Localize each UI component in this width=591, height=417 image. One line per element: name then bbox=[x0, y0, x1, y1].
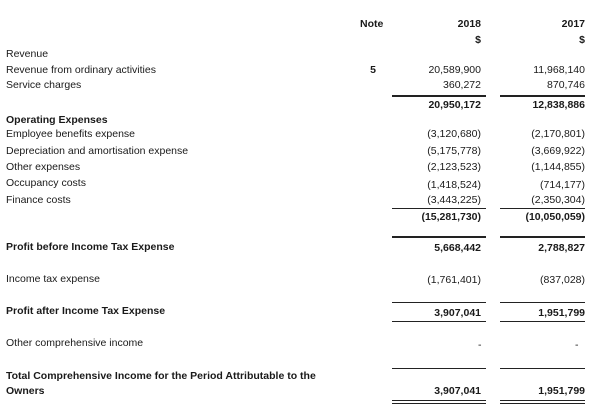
rule-2018 bbox=[392, 321, 486, 322]
row-label: Employee benefits expense bbox=[6, 128, 135, 140]
row-value-2017: (2,170,801) bbox=[531, 128, 585, 140]
row-value-2018: (1,418,524) bbox=[427, 179, 481, 191]
row-value-2018: (5,175,778) bbox=[427, 145, 481, 157]
row-label: Depreciation and amortisation expense bbox=[6, 145, 189, 157]
row-value-2017: (714,177) bbox=[540, 179, 585, 191]
row-value-2017: 11,968,140 bbox=[533, 64, 585, 76]
rule-2017 bbox=[500, 368, 585, 369]
total-comprehensive-2017: 1,951,799 bbox=[538, 385, 585, 397]
row-label: Other expenses bbox=[6, 161, 81, 173]
double-rule-2017 bbox=[500, 400, 585, 404]
subtotal-rule-2018 bbox=[392, 95, 486, 97]
row-value-2017: (1,144,855) bbox=[531, 161, 585, 173]
revenue-heading: Revenue bbox=[6, 48, 49, 60]
row-value-2018: 20,589,900 bbox=[428, 64, 481, 76]
revenue-total-2018: 20,950,172 bbox=[428, 99, 481, 111]
row-label: Finance costs bbox=[6, 194, 71, 206]
rule-2018 bbox=[392, 236, 486, 238]
row-label: Service charges bbox=[6, 79, 82, 91]
row-label: Revenue from ordinary activities bbox=[6, 64, 156, 76]
profit-after-tax-2018: 3,907,041 bbox=[434, 307, 481, 319]
profit-before-tax-2017: 2,788,827 bbox=[538, 242, 585, 254]
row-value-2017: (2,350,304) bbox=[531, 194, 585, 206]
row-note: 5 bbox=[370, 64, 376, 76]
profit-before-tax-2018: 5,668,442 bbox=[434, 242, 481, 254]
header-currency-2017: $ bbox=[579, 34, 585, 46]
total-comprehensive-label-line1: Total Comprehensive Income for the Period Attributable to the bbox=[6, 370, 316, 382]
oci-label: Other comprehensive income bbox=[6, 337, 144, 349]
row-label: Occupancy costs bbox=[6, 177, 86, 189]
opex-total-2017: (10,050,059) bbox=[525, 211, 585, 223]
total-comprehensive-2018: 3,907,041 bbox=[434, 385, 481, 397]
row-value-2018: (2,123,523) bbox=[427, 161, 481, 173]
header-year-2017: 2017 bbox=[561, 18, 585, 30]
oci-2018: - bbox=[478, 339, 482, 351]
income-tax-label: Income tax expense bbox=[6, 273, 100, 285]
header-note: Note bbox=[360, 18, 384, 30]
double-rule-2018 bbox=[392, 400, 486, 404]
income-tax-2018: (1,761,401) bbox=[427, 274, 481, 286]
total-comprehensive-label-line2: Owners bbox=[6, 385, 45, 397]
revenue-total-2017: 12,838,886 bbox=[532, 99, 585, 111]
row-value-2018: (3,443,225) bbox=[427, 194, 481, 206]
opex-heading: Operating Expenses bbox=[6, 114, 108, 126]
oci-2017: - bbox=[575, 339, 579, 351]
rule-2018 bbox=[392, 368, 486, 369]
row-value-2018: (3,120,680) bbox=[427, 128, 481, 140]
profit-after-tax-2017: 1,951,799 bbox=[538, 307, 585, 319]
income-tax-2017: (837,028) bbox=[540, 274, 585, 286]
subtotal-rule-2017 bbox=[500, 208, 585, 209]
rule-2017 bbox=[500, 302, 585, 303]
row-value-2017: (3,669,922) bbox=[531, 145, 585, 157]
rule-2017 bbox=[500, 321, 585, 322]
row-value-2018: 360,272 bbox=[443, 79, 481, 91]
profit-before-tax-label: Profit before Income Tax Expense bbox=[6, 241, 175, 253]
subtotal-rule-2018 bbox=[392, 208, 486, 209]
rule-2017 bbox=[500, 236, 585, 238]
header-currency-2018: $ bbox=[475, 34, 481, 46]
row-value-2017: 870,746 bbox=[547, 79, 585, 91]
profit-after-tax-label: Profit after Income Tax Expense bbox=[6, 305, 166, 317]
opex-total-2018: (15,281,730) bbox=[421, 211, 481, 223]
rule-2018 bbox=[392, 302, 486, 303]
subtotal-rule-2017 bbox=[500, 95, 585, 97]
header-year-2018: 2018 bbox=[457, 18, 481, 30]
